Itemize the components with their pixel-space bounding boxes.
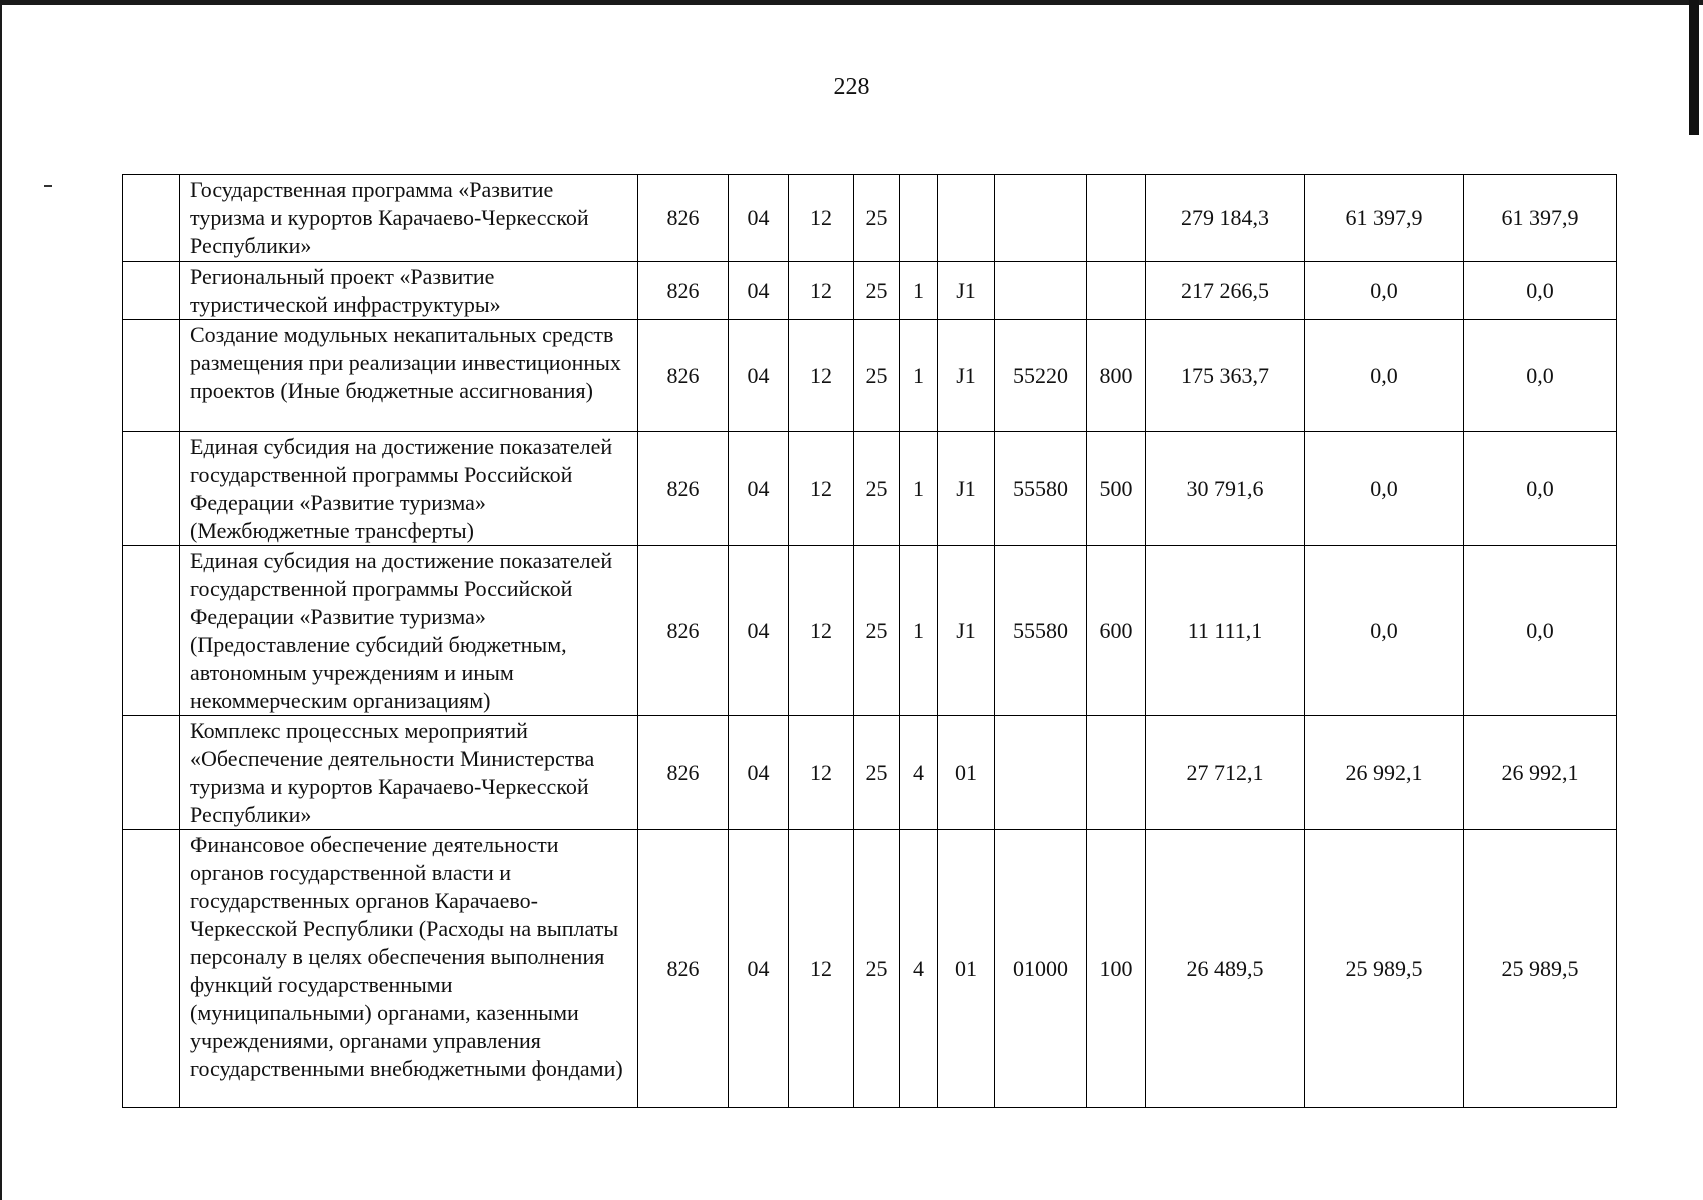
n-cell	[900, 175, 938, 262]
n-cell: 4	[900, 716, 938, 830]
vr-cell: 600	[1087, 546, 1146, 716]
prg-cell: 25	[854, 175, 900, 262]
sum2-cell: 0,0	[1305, 546, 1464, 716]
vr-cell	[1087, 716, 1146, 830]
table-row	[123, 320, 1617, 432]
description-cell: Государственная программа «Развитие туризма и курортов Карачаево-Черкесской Республики»	[180, 175, 638, 262]
sum3-cell: 25 989,5	[1464, 830, 1617, 1108]
rz-cell: 04	[729, 175, 789, 262]
prg-cell: 25	[854, 546, 900, 716]
st-cell: 01000	[995, 830, 1087, 1108]
prg-cell: 25	[854, 320, 900, 432]
ved-cell: 826	[638, 716, 729, 830]
prg-cell: 25	[854, 432, 900, 546]
om-cell: J1	[938, 546, 995, 716]
om-cell: 01	[938, 716, 995, 830]
ved-cell: 826	[638, 262, 729, 320]
scan-edge-left	[0, 0, 2, 1200]
sum3-cell: 61 397,9	[1464, 175, 1617, 262]
n-cell: 4	[900, 830, 938, 1108]
sum3-cell: 26 992,1	[1464, 716, 1617, 830]
table-row	[123, 830, 1617, 1108]
row-number-cell	[123, 830, 180, 1108]
page-number: 228	[833, 74, 870, 100]
description-cell: Единая субсидия на достижение показателей государственной программы Российской Федерации «Развитие туризма» (Предоставление субсидий бюджетным, автономным учреждениям и иным некоммерческим организациям)	[180, 546, 638, 716]
ved-cell: 826	[638, 546, 729, 716]
st-cell	[995, 262, 1087, 320]
sum1-cell: 217 266,5	[1146, 262, 1305, 320]
ved-cell: 826	[638, 432, 729, 546]
budget-table	[122, 174, 1617, 1108]
sum3-cell: 0,0	[1464, 546, 1617, 716]
ved-cell: 826	[638, 830, 729, 1108]
sum3-cell: 0,0	[1464, 262, 1617, 320]
ved-cell: 826	[638, 175, 729, 262]
vr-cell: 500	[1087, 432, 1146, 546]
prg-cell: 25	[854, 262, 900, 320]
om-cell: 01	[938, 830, 995, 1108]
rz-cell: 04	[729, 432, 789, 546]
row-number-cell	[123, 716, 180, 830]
vr-cell: 800	[1087, 320, 1146, 432]
rz-cell: 04	[729, 716, 789, 830]
st-cell: 55580	[995, 432, 1087, 546]
pr-cell: 12	[789, 262, 854, 320]
row-number-cell	[123, 546, 180, 716]
sum1-cell: 26 489,5	[1146, 830, 1305, 1108]
sum2-cell: 61 397,9	[1305, 175, 1464, 262]
table-row	[123, 432, 1617, 546]
om-cell: J1	[938, 320, 995, 432]
pr-cell: 12	[789, 320, 854, 432]
scan-edge-top	[0, 0, 1703, 5]
st-cell	[995, 716, 1087, 830]
n-cell: 1	[900, 432, 938, 546]
vr-cell	[1087, 262, 1146, 320]
description-cell: Комплекс процессных мероприятий «Обеспечение деятельности Министерства туризма и курортов Карачаево-Черкесской Республики»	[180, 716, 638, 830]
margin-dash	[44, 185, 52, 187]
rz-cell: 04	[729, 320, 789, 432]
sum1-cell: 11 111,1	[1146, 546, 1305, 716]
om-cell: J1	[938, 262, 995, 320]
table-row	[123, 716, 1617, 830]
description-cell: Создание модульных некапитальных средств размещения при реализации инвестиционных проектов (Иные бюджетные ассигнования)	[180, 320, 638, 432]
n-cell: 1	[900, 320, 938, 432]
sum1-cell: 27 712,1	[1146, 716, 1305, 830]
om-cell: J1	[938, 432, 995, 546]
sum2-cell: 26 992,1	[1305, 716, 1464, 830]
sum2-cell: 0,0	[1305, 432, 1464, 546]
description-cell: Единая субсидия на достижение показателей государственной программы Российской Федерации «Развитие туризма» (Межбюджетные трансферты)	[180, 432, 638, 546]
om-cell	[938, 175, 995, 262]
row-number-cell	[123, 262, 180, 320]
table-row	[123, 546, 1617, 716]
pr-cell: 12	[789, 175, 854, 262]
sum3-cell: 0,0	[1464, 432, 1617, 546]
description-cell: Финансовое обеспечение деятельности органов государственной власти и государственных органов Карачаево-Черкесской Республики (Расходы на выплаты персоналу в целях обеспечения выполнения функций государственными (муниципальными) органами, казенными учреждениями, органами управления государственными внебюджетными фондами)	[180, 830, 638, 1108]
table-row	[123, 175, 1617, 262]
row-number-cell	[123, 432, 180, 546]
ved-cell: 826	[638, 320, 729, 432]
prg-cell: 25	[854, 830, 900, 1108]
sum2-cell: 0,0	[1305, 320, 1464, 432]
scan-edge-right	[1689, 0, 1699, 135]
sum2-cell: 25 989,5	[1305, 830, 1464, 1108]
vr-cell	[1087, 175, 1146, 262]
rz-cell: 04	[729, 546, 789, 716]
sum1-cell: 175 363,7	[1146, 320, 1305, 432]
table-row	[123, 262, 1617, 320]
prg-cell: 25	[854, 716, 900, 830]
pr-cell: 12	[789, 716, 854, 830]
sum3-cell: 0,0	[1464, 320, 1617, 432]
pr-cell: 12	[789, 830, 854, 1108]
pr-cell: 12	[789, 432, 854, 546]
n-cell: 1	[900, 546, 938, 716]
sum1-cell: 30 791,6	[1146, 432, 1305, 546]
description-cell: Региональный проект «Развитие туристической инфраструктуры»	[180, 262, 638, 320]
row-number-cell	[123, 175, 180, 262]
st-cell: 55220	[995, 320, 1087, 432]
st-cell	[995, 175, 1087, 262]
st-cell: 55580	[995, 546, 1087, 716]
rz-cell: 04	[729, 262, 789, 320]
vr-cell: 100	[1087, 830, 1146, 1108]
row-number-cell	[123, 320, 180, 432]
sum1-cell: 279 184,3	[1146, 175, 1305, 262]
sum2-cell: 0,0	[1305, 262, 1464, 320]
pr-cell: 12	[789, 546, 854, 716]
n-cell: 1	[900, 262, 938, 320]
rz-cell: 04	[729, 830, 789, 1108]
